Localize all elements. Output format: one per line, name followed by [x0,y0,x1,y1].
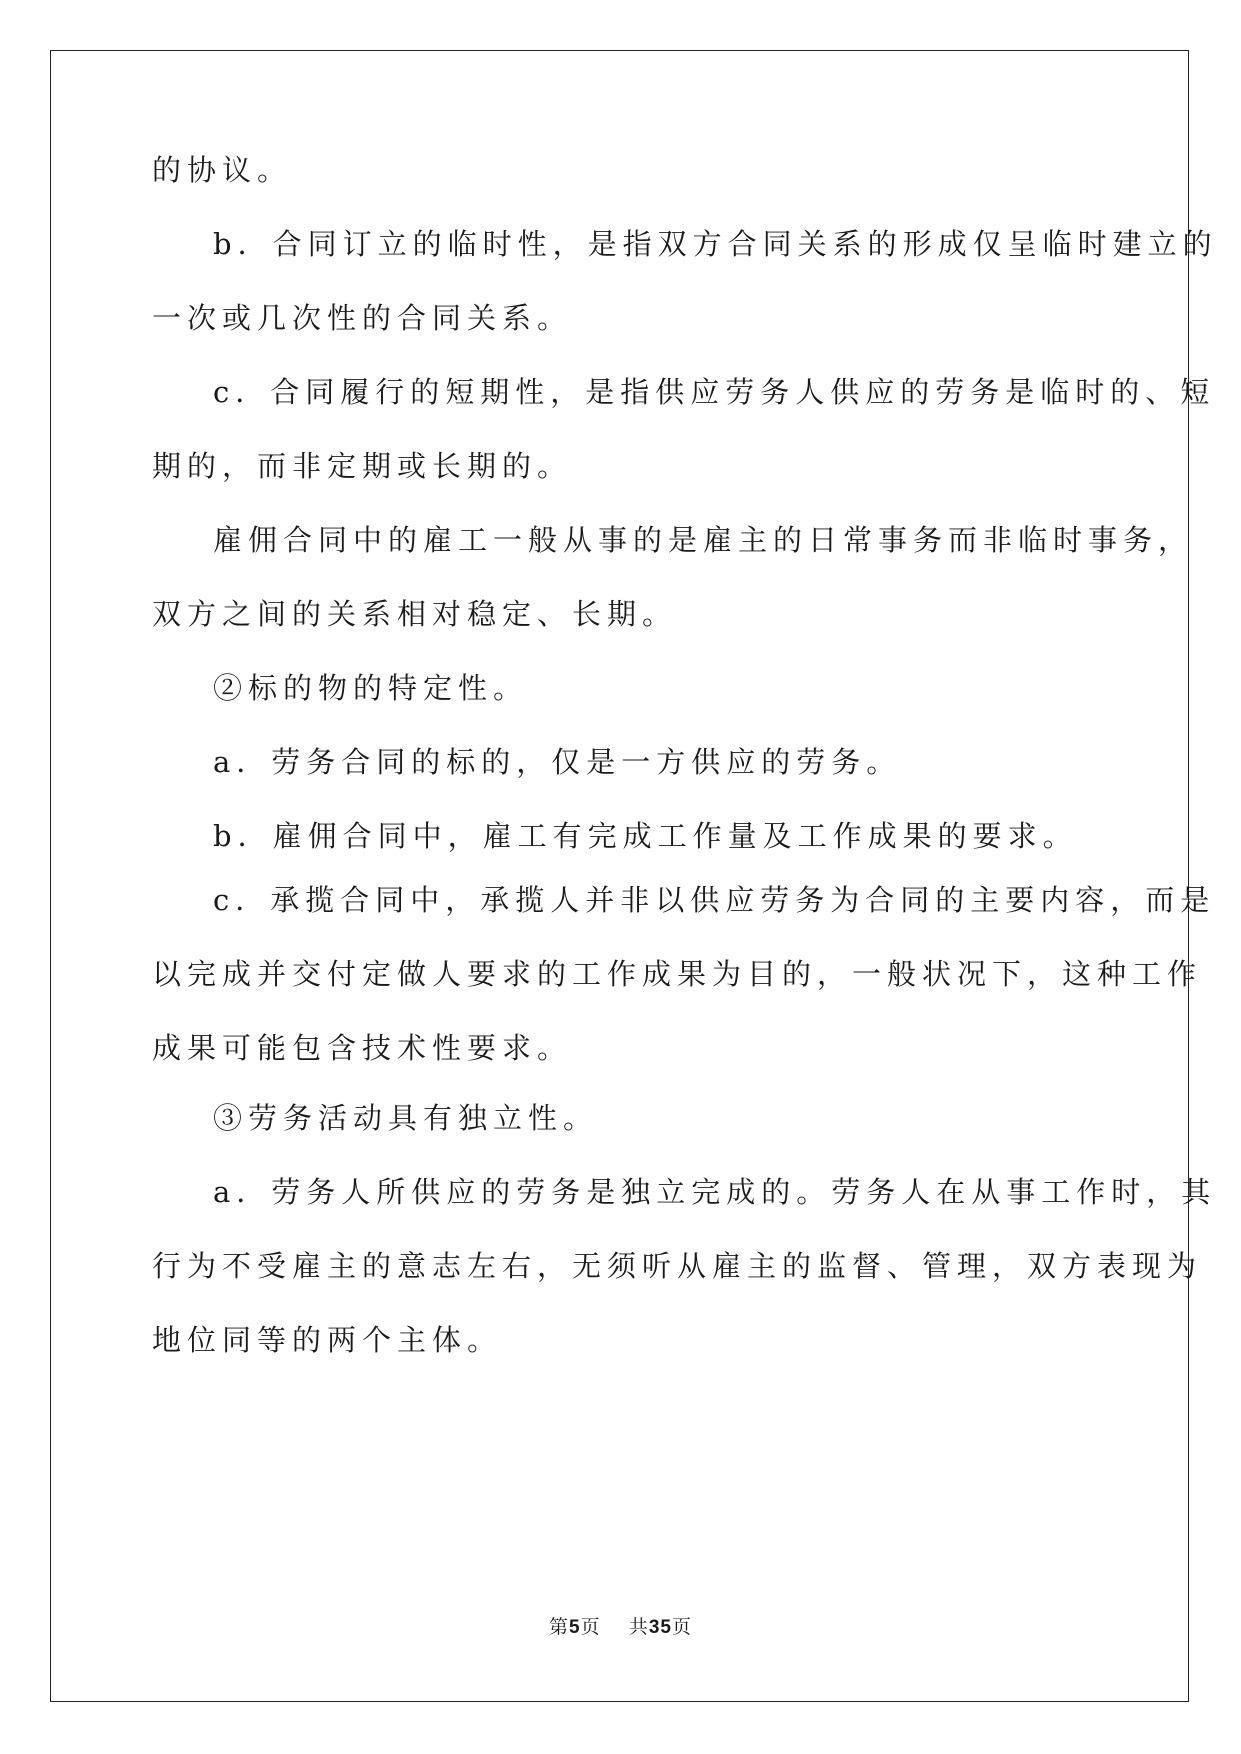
text-line: 成果可能包含技术性要求。 [152,1031,573,1065]
text-line: 一次或几次性的合同关系。 [152,301,573,335]
text-line: ②标的物的特定性。 [213,671,529,705]
page-suffix: 页 [580,1616,601,1638]
page-prefix: 第 [549,1616,570,1638]
text-line: 雇佣合同中的雇工一般从事的是雇主的日常事务而非临时事务， [213,523,1194,557]
text-line: 以完成并交付定做人要求的工作成果为目的，一般状况下，这种工作 [152,957,1203,991]
text-line: 期的，而非定期或长期的。 [152,449,573,483]
total-prefix: 共 [628,1616,649,1638]
text-line: a．劳务人所供应的劳务是独立完成的。劳务人在从事工作时，其 [213,1175,1217,1209]
text-line: c．承揽合同中，承揽人并非以供应劳务为合同的主要内容，而是 [213,883,1216,917]
text-line: a．劳务合同的标的，仅是一方供应的劳务。 [213,745,902,779]
total-suffix: 页 [671,1616,692,1638]
page-footer [0,1612,1241,1639]
text-line: c．合同履行的短期性，是指供应劳务人供应的劳务是临时的、短 [213,375,1216,409]
text-line: 行为不受雇主的意志左右，无须听从雇主的监督、管理，双方表现为 [152,1249,1203,1283]
text-line: 双方之间的关系相对稳定、长期。 [152,597,678,631]
text-line: b．合同订立的临时性，是指双方合同关系的形成仅呈临时建立的 [213,227,1218,261]
text-line: ③劳务活动具有独立性。 [213,1101,599,1135]
page-number: 5 [569,1617,581,1638]
text-line: 地位同等的两个主体。 [152,1323,503,1357]
text-line: b．雇佣合同中，雇工有完成工作量及工作成果的要求。 [213,819,1078,853]
text-line: 的协议。 [152,153,293,187]
total-pages: 35 [648,1617,672,1638]
